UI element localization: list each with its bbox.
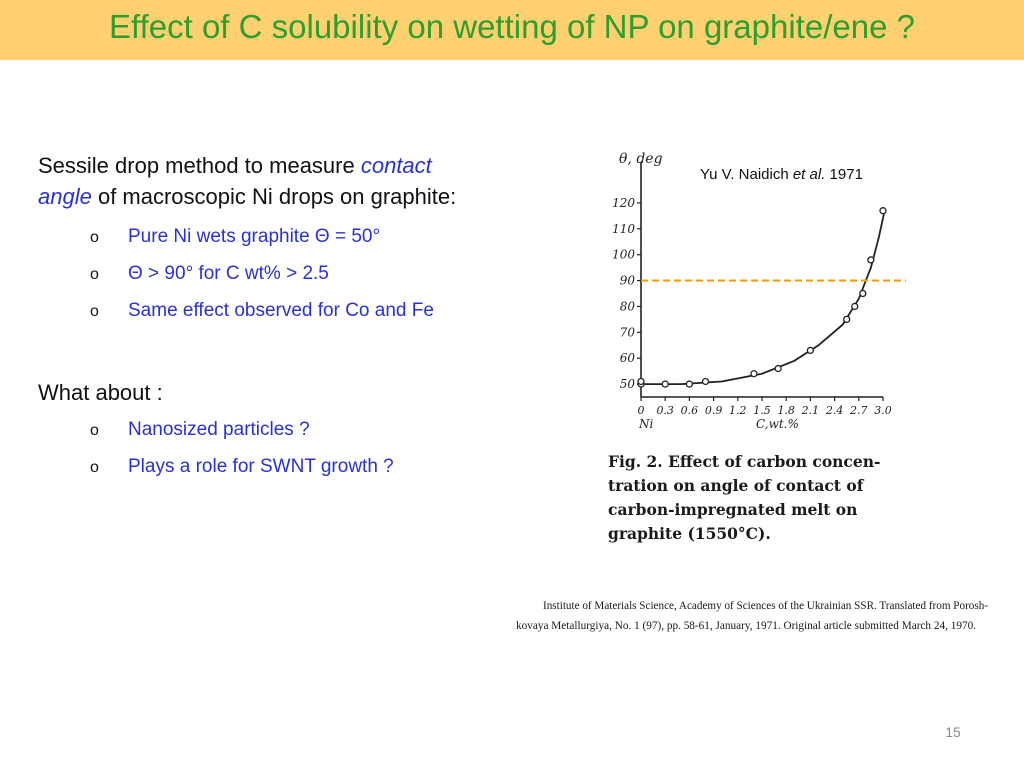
credit-author: Yu V. Naidich — [700, 166, 793, 183]
data-point — [686, 381, 692, 387]
credit-etal: et al. — [792, 166, 826, 183]
citation-line: kovaya Metallurgiya, No. 1 (97), pp. 58-61, January, 1971. Original article submitted March 24, 1970. — [516, 620, 977, 632]
y-tick-label: 60 — [619, 351, 635, 366]
intro-emphasis-contact: contact — [360, 153, 432, 178]
data-point — [868, 257, 874, 263]
bullet-text: Nanosized particles ? — [128, 419, 310, 440]
intro-text-1: Sessile drop method to measure — [38, 153, 361, 178]
x-tick-label: 2.4 — [825, 404, 844, 417]
x-origin-label: Ni — [639, 417, 654, 431]
x-axis-label: C,wt.% — [756, 417, 799, 431]
caption-line: tration on angle of contact of — [608, 476, 864, 495]
y-tick-label: 110 — [612, 221, 635, 236]
data-point — [775, 366, 781, 372]
data-point — [638, 378, 644, 384]
citation-line: Institute of Materials Science, Academy of Sciences of the Ukrainian SSR. Translated from Porosh- — [543, 600, 989, 612]
caption-line: Fig. 2. Effect of carbon concen- — [608, 452, 881, 471]
bullet-marker: o — [90, 459, 99, 476]
x-tick-label: 0.3 — [656, 404, 674, 417]
chart-labels — [619, 151, 799, 431]
data-point — [844, 316, 850, 322]
x-tick-label: 0.9 — [704, 404, 723, 417]
x-tick-label: 2.7 — [850, 404, 868, 417]
data-point — [880, 208, 886, 214]
chart-points — [638, 208, 886, 387]
x-tick-label: 0 — [637, 404, 645, 417]
y-axis-label: θ, deg — [619, 151, 663, 167]
x-tick-label: 1.2 — [729, 404, 747, 417]
slide-title: Effect of C solubility on wetting of NP on graphite/ene ? — [109, 8, 915, 45]
y-tick-label: 80 — [619, 299, 635, 314]
bullet-marker: o — [90, 422, 99, 439]
data-point — [662, 381, 668, 387]
bullet-marker: o — [90, 229, 99, 246]
data-point — [751, 371, 757, 377]
bullet-marker: o — [90, 266, 99, 283]
chart-curve — [641, 211, 885, 384]
y-tick-label: 90 — [619, 273, 635, 288]
x-tick-label: 0.6 — [680, 404, 699, 417]
bullet-text: Same effect observed for Co and Fe — [128, 300, 434, 321]
x-tick-label: 2.1 — [801, 404, 820, 417]
intro-text-2: of macroscopic Ni drops on graphite: — [91, 184, 457, 209]
y-tick-label: 120 — [612, 195, 635, 210]
data-point — [703, 378, 709, 384]
figure-caption — [608, 452, 880, 543]
intro-emphasis-angle: angle — [38, 184, 92, 209]
x-tick-label: 1.8 — [777, 404, 795, 417]
source-citation — [516, 600, 988, 632]
x-tick-label: 1.5 — [753, 404, 771, 417]
data-point — [852, 303, 858, 309]
credit-year: 1971 — [825, 166, 863, 183]
bullet-text: Plays a role for SWNT growth ? — [128, 456, 394, 477]
y-tick-label: 100 — [612, 247, 635, 262]
page-number: 15 — [945, 724, 961, 740]
bullet-marker: o — [90, 303, 99, 320]
caption-line: carbon-impregnated melt on — [608, 500, 858, 519]
data-point — [860, 291, 866, 297]
bullet-text: Θ > 90° for C wt% > 2.5 — [128, 263, 329, 284]
caption-line: graphite (1550°C). — [608, 524, 771, 543]
bullet-text: Pure Ni wets graphite Θ = 50° — [128, 226, 381, 247]
question-text: What about : — [38, 380, 163, 405]
y-tick-label: 50 — [619, 377, 635, 392]
x-tick-label: 3.0 — [874, 404, 892, 417]
data-point — [807, 347, 813, 353]
y-tick-label: 70 — [619, 325, 635, 340]
fitted-curve — [641, 211, 885, 384]
